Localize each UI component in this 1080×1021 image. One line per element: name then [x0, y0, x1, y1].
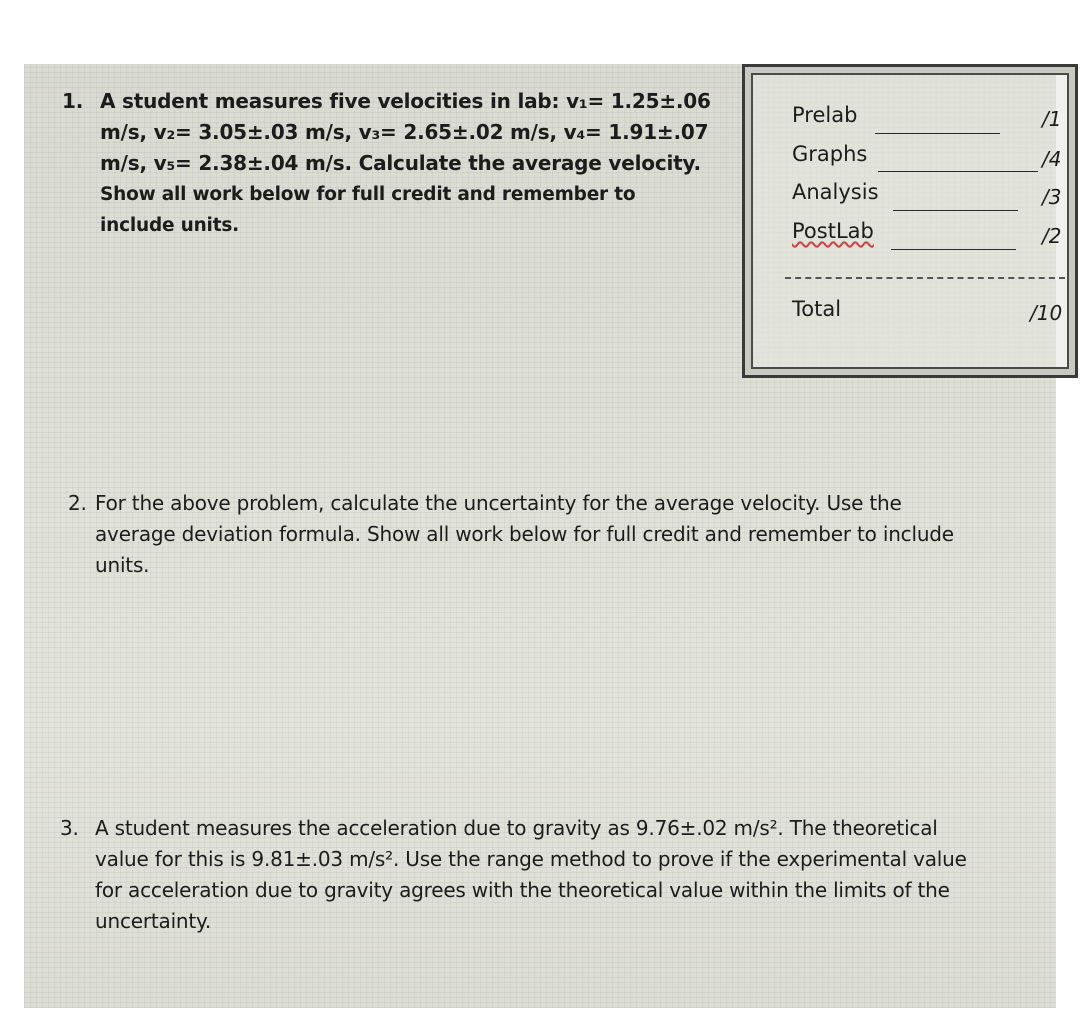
score-box — [742, 64, 1078, 378]
question-line: A student measures five velocities in lab: v₁= 1.25±.06 — [100, 89, 711, 113]
score-divider — [785, 277, 1065, 279]
score-row-analysis — [792, 180, 879, 204]
score-row-total — [792, 297, 841, 321]
question-text — [100, 86, 711, 241]
score-row-graphs — [792, 142, 867, 166]
score-label: Prelab — [792, 103, 858, 127]
question-line: average deviation formula. Show all work below for full credit and remember to include — [95, 522, 954, 546]
question-number: 1. — [62, 89, 84, 113]
question-number: 3. — [60, 816, 79, 840]
score-row-prelab — [792, 103, 857, 127]
score-out-of: /2 — [1042, 224, 1062, 248]
score-label: Analysis — [792, 180, 879, 204]
question-line: m/s, v₅= 2.38±.04 m/s. Calculate the average velocity. — [100, 151, 701, 175]
total-label: Total — [792, 297, 842, 321]
question-number: 2. — [68, 491, 87, 515]
question-line: for acceleration due to gravity agrees with the theoretical value within the limits of the — [95, 878, 950, 902]
question-line: Show all work below for full credit and remember to — [100, 184, 636, 205]
question-line: units. — [95, 553, 150, 577]
question-text — [95, 488, 954, 581]
score-blank-line — [875, 133, 1000, 134]
question-line: uncertainty. — [95, 909, 211, 933]
score-out-of: /3 — [1042, 185, 1062, 209]
score-out-of: /1 — [1042, 107, 1062, 131]
question-line: For the above problem, calculate the uncertainty for the average velocity. Use the — [95, 491, 902, 515]
score-label: Graphs — [792, 142, 868, 166]
score-blank-line — [891, 249, 1016, 250]
score-label: PostLab — [792, 219, 874, 243]
score-row-postlab — [792, 219, 874, 243]
question-text — [95, 813, 967, 937]
question-line: m/s, v₂= 3.05±.03 m/s, v₃= 2.65±.02 m/s, v₄= 1.91±.07 — [100, 120, 709, 144]
score-blank-line — [878, 171, 1038, 172]
score-blank-line — [893, 210, 1018, 211]
total-out-of: /10 — [1030, 301, 1063, 325]
question-line: include units. — [100, 215, 239, 236]
worksheet-page — [24, 64, 1063, 1008]
question-line: value for this is 9.81±.03 m/s². Use the range method to prove if the experimental value — [95, 847, 967, 871]
question-line: A student measures the acceleration due to gravity as 9.76±.02 m/s². The theoretical — [95, 816, 938, 840]
score-out-of: /4 — [1042, 147, 1062, 171]
